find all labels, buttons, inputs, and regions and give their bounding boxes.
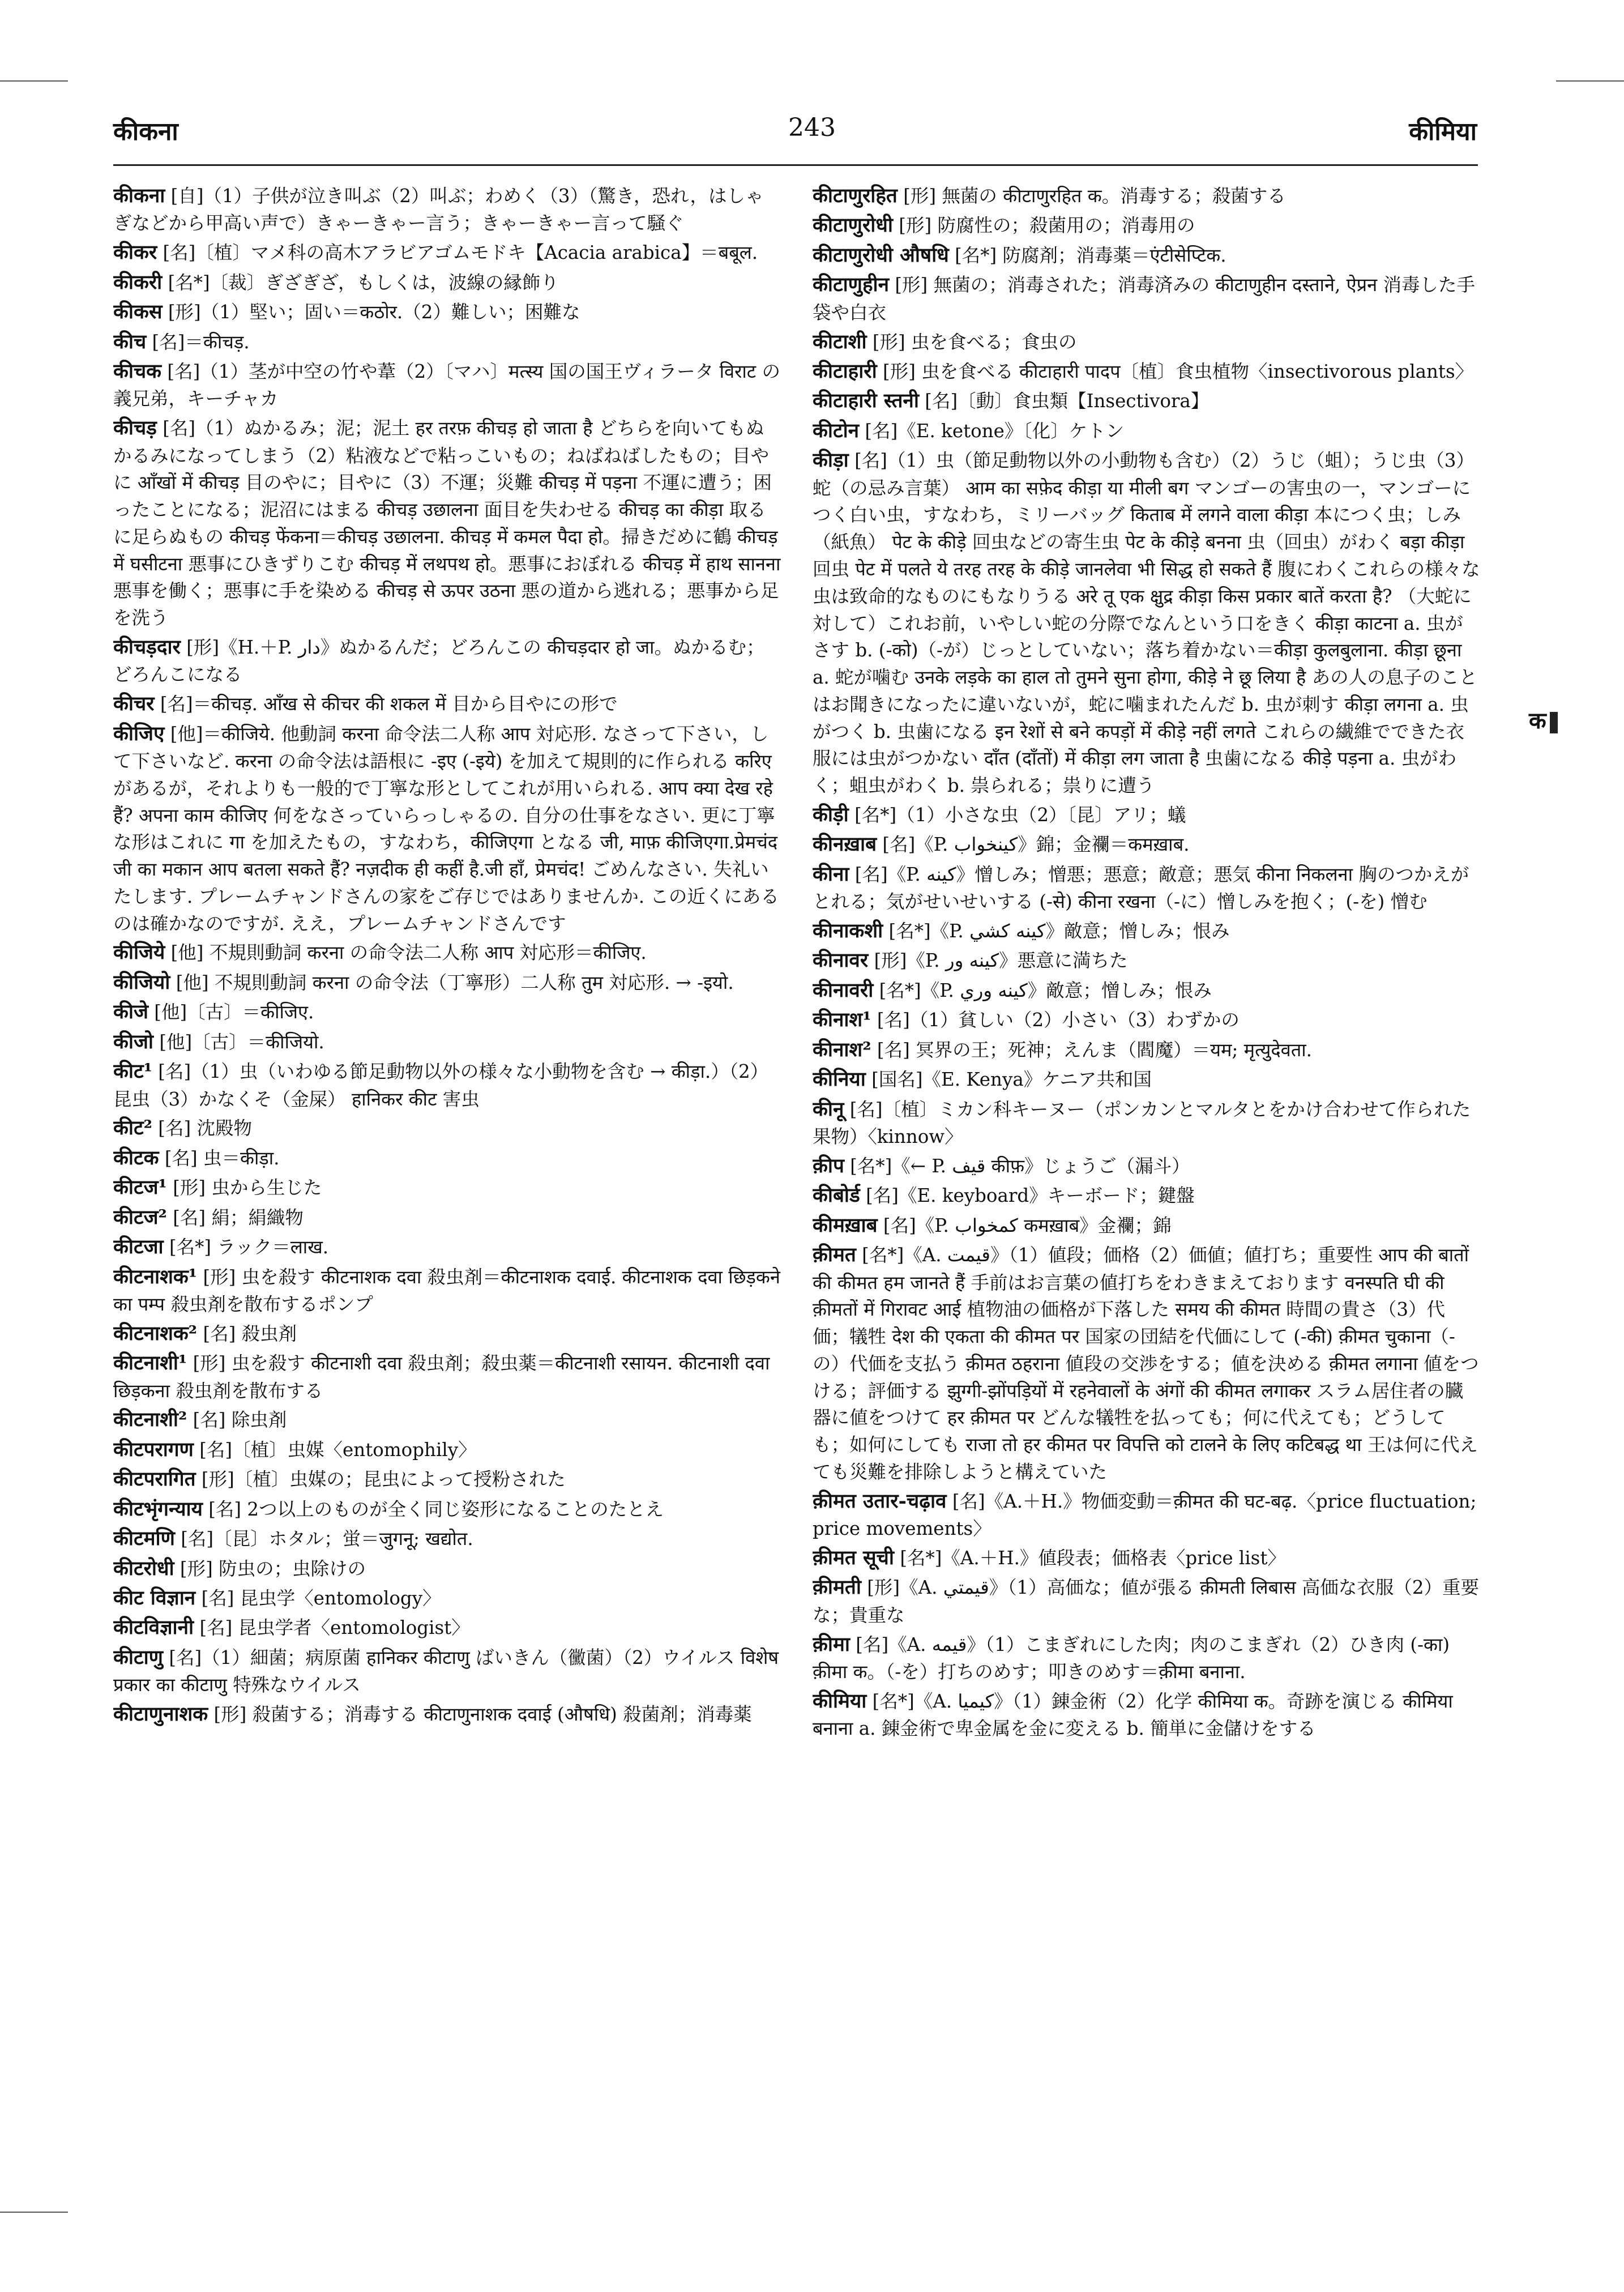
entry-definition: [名]〔動〕食虫類【Insectivora】 (925, 390, 1210, 412)
entry-definition: [形] 虫を食べる कीटाहारी पादप〔植〕食虫植物〈insectivorous plants〉 (883, 360, 1474, 382)
entry-headword: कीनिया (813, 1068, 866, 1091)
dictionary-column-left (113, 181, 781, 2243)
entry-definition: [名]〔植〕虫媒〈entomophily〉 (199, 1439, 477, 1461)
entry-headword: कीटभृंगन्याय (113, 1497, 203, 1521)
entry-definition: [形] 虫を殺す कीटनाशक दवा 殺虫剤＝कीटनाशक दवाई. कीटनाशक दवा छिड़कने का पम्प 殺虫剤を散布するポンプ (113, 1266, 780, 1315)
entry-definition: [名]〔昆〕ホタル；蛍＝जुगनू; खद्योत. (181, 1528, 473, 1550)
entry-headword: कीटज² (113, 1205, 167, 1229)
entry-definition: [形]《P. كينه ور》悪意に満ちた (874, 950, 1128, 972)
entry-headword: कीट² (113, 1116, 152, 1140)
entry-headword: कीटपरागित (113, 1467, 196, 1491)
dictionary-entry (113, 268, 781, 297)
dictionary-entry (113, 968, 781, 997)
entry-definition: [形]（1）堅い；固い＝कठोर.（2）難しい；困難な (168, 301, 580, 323)
entry-headword: कीटरोधी (113, 1556, 174, 1580)
entry-headword: कीना (813, 862, 849, 886)
entry-headword: कीजियो (113, 970, 170, 994)
dictionary-entry (113, 1495, 781, 1523)
entry-headword: कीटाणुरोधी (813, 214, 893, 237)
entry-headword: कीजिए (113, 722, 165, 745)
dictionary-entry (113, 1262, 781, 1318)
entry-headword: क़ीमत उतार-चढ़ाव (813, 1489, 947, 1513)
entry-definition: [形]〔植〕虫媒の；昆虫によって授粉された (201, 1469, 566, 1491)
entry-definition: [名]《E. keyboard》キーボード；鍵盤 (866, 1185, 1195, 1207)
dictionary-entry (813, 446, 1481, 800)
entry-definition: [名*]《P. كينه وري》敵意；憎しみ；恨み (879, 979, 1212, 1001)
dictionary-entry (813, 1487, 1481, 1543)
entry-headword: कीटाहारी (813, 359, 877, 383)
entry-definition: [自]（1）子供が泣き叫ぶ（2）叫ぶ；わめく（3）（驚き，恐れ，はしゃぎなどから甲高い声で）きゃーきゃー言う；きゃーきゃー言って騒ぐ (113, 185, 764, 234)
dictionary-entry (113, 297, 781, 326)
dictionary-entry (113, 1554, 781, 1583)
running-head-last-word: कीमिया (1409, 117, 1477, 146)
entry-headword: कीटमणि (113, 1527, 175, 1551)
entry-headword: कीटज¹ (113, 1176, 167, 1200)
entry-headword: कीमिया (813, 1689, 867, 1713)
entry-headword: कीटनाशी¹ (113, 1351, 187, 1375)
dictionary-entry (813, 1181, 1481, 1210)
entry-headword: कीबोर्ड (813, 1184, 860, 1207)
entry-definition: [形] 虫を食べる；食虫の (872, 331, 1077, 353)
entry-headword: कीटनाशक² (113, 1321, 198, 1345)
entry-headword: कीटाणुहीन (813, 273, 890, 297)
entry-headword: कीटजा (113, 1235, 164, 1259)
entry-headword: कीट विज्ञान (113, 1586, 196, 1610)
dictionary-entry (813, 1035, 1481, 1064)
dictionary-entry (813, 830, 1481, 859)
dictionary-entry (113, 238, 781, 267)
page-number: 243 (788, 113, 836, 142)
entry-headword: कीकर (113, 241, 157, 264)
dictionary-entry (813, 800, 1481, 829)
entry-definition: [名]《P. كمخواب कमख़ाब》金襴；錦 (883, 1214, 1172, 1236)
thumb-index-tab (1529, 704, 1558, 735)
entry-definition: [他] 不規則動詞 करना の命令法（丁寧形）二人称 तुम 対応形. → -इयो. (176, 971, 734, 993)
entry-headword: कीटनाशक¹ (113, 1265, 198, 1288)
entry-headword: कीनावरी (813, 978, 874, 1002)
entry-headword: कीच (113, 330, 147, 353)
dictionary-entry (113, 1143, 781, 1172)
entry-headword: कीनू (813, 1097, 844, 1121)
dictionary-entry (813, 1240, 1481, 1486)
entry-definition: [他]〔古〕＝कीजियो. (159, 1031, 324, 1053)
entry-headword: कीटाणुनाशक (113, 1702, 208, 1726)
dictionary-entry (813, 1151, 1481, 1180)
entry-headword: कीटाणु (113, 1645, 163, 1669)
entry-headword: कीटविज्ञानी (113, 1616, 194, 1640)
dictionary-column-right (813, 181, 1481, 2243)
dictionary-entry (113, 1643, 781, 1699)
dictionary-entry (113, 357, 781, 413)
entry-headword: कीकरी (113, 270, 163, 294)
entry-definition: [名] 昆虫学者〈entomologist〉 (199, 1617, 470, 1639)
entry-definition: [名]（1）虫（いわゆる節足動物以外の様々な小動物を含む → कीड़ा.）（2）昆虫（3）かなくそ（金屎） हानिकर कीट 害虫 (113, 1061, 769, 1110)
dictionary-entry (113, 1465, 781, 1493)
entry-definition: [名] 絹；絹織物 (173, 1206, 304, 1228)
entry-headword: कीटपरागण (113, 1437, 194, 1461)
entry-headword: कीट¹ (113, 1060, 152, 1083)
dictionary-entry (113, 1405, 781, 1434)
entry-headword: कीजिये (113, 941, 165, 964)
entry-headword: क़ीप (813, 1154, 844, 1177)
entry-headword: कीटाणुरहित (813, 184, 898, 207)
dictionary-entry (113, 997, 781, 1026)
entry-definition: [名]《P. كينخواب》錦；金襴＝कमख़ाब. (882, 834, 1190, 856)
dictionary-entry (813, 357, 1481, 386)
entry-definition: [名]《A.＋H.》物価変動＝क़ीमत की घट-बढ़.〈price fluctuation; price movements〉 (813, 1490, 1477, 1540)
dictionary-entry (113, 1584, 781, 1612)
entry-definition: [形]《H.＋P. دار》ぬかるんだ；どろんこの कीचड़दार हो जा。ぬかるむ；どろんこになる (113, 636, 765, 686)
entry-headword: कीकना (113, 184, 165, 207)
entry-definition: [名] 除虫剤 (193, 1409, 287, 1431)
entry-definition: [名*]（1）小さな虫（2）〔昆〕アリ；蟻 (854, 804, 1186, 826)
dictionary-entry (113, 1700, 781, 1728)
entry-definition: [国名]《E. Kenya》ケニア共和国 (871, 1069, 1152, 1091)
dictionary-entry (113, 1203, 781, 1232)
dictionary-entry (813, 1573, 1481, 1629)
dictionary-entry (813, 270, 1481, 326)
dictionary-entry (113, 1232, 781, 1261)
dictionary-entry (113, 1435, 781, 1464)
entry-definition: [名*]《P. كينه كشي》敵意；憎しみ；恨み (888, 920, 1230, 942)
dictionary-entry (113, 1057, 781, 1113)
entry-headword: कीनाश² (813, 1038, 871, 1061)
entry-definition: [名] 殺虫剤 (203, 1322, 297, 1345)
dictionary-entry (113, 1613, 781, 1642)
entry-headword: कीमख़ाब (813, 1213, 878, 1237)
entry-definition: [形] 無菌の；消毒された；消毒済みの कीटाणुहीन दस्ताने, ऐप्रन 消毒した手袋や白衣 (813, 274, 1475, 323)
dictionary-entry (113, 327, 781, 356)
dictionary-entry (813, 1211, 1481, 1240)
entry-definition: [名]《P. كينه》憎しみ；憎悪；悪意；敵意；悪気 कीना निकलना 胸のつかえがとれる；気がせいせいする (-से) कीना रखना（-に）憎しみを抱く；(-を) 憎む (813, 863, 1469, 913)
entry-definition: [名]（1）茎が中空の竹や葦（2）〔マハ〕मत्स्य 国の国王ヴィラータ विराट の義兄弟，キーチャカ (113, 360, 780, 410)
dictionary-entry (813, 1543, 1481, 1572)
entry-headword: क़ीमत सूची (813, 1546, 894, 1569)
entry-headword: कीटाणुरोधी औषधि (813, 243, 949, 267)
entry-definition: [名]〔植〕ミカン科キーヌー（ポンカンとマルタとをかけ合わせて作られた果物）〈kinnow〉 (813, 1098, 1471, 1148)
thumb-index-letter: क (1529, 707, 1546, 734)
dictionary-entry (113, 1319, 781, 1348)
entry-definition: [名]＝कीचड़. (152, 331, 250, 353)
entry-headword: कीचक (113, 359, 162, 383)
dictionary-entry (113, 1173, 781, 1202)
entry-headword: कीनावर (813, 949, 869, 972)
dictionary-entry (113, 413, 781, 632)
entry-definition: [名] 昆虫学〈entomology〉 (201, 1587, 441, 1609)
entry-headword: कीचड़दार (113, 635, 181, 659)
dictionary-entry (813, 241, 1481, 270)
entry-definition: [形]《A. قيمتي》（1）高価な；値が張る क़ीमती लिबास 高価な衣服（2）重要な；貴重な (813, 1577, 1480, 1626)
dictionary-entry (113, 689, 781, 718)
entry-headword: कीड़ा (813, 449, 849, 472)
dictionary-entry (113, 1524, 781, 1553)
dictionary-entry (813, 416, 1481, 445)
dictionary-entry (113, 633, 781, 689)
entry-definition: [名]（1）ぬかるみ；泥；泥土 हर तरफ़ कीचड़ हो जाता है どちらを向いてもぬかるみになってしまう（2）粘液などで粘っこいもの；ねばねばしたもの；目やに आँखों में कीचड़ 目のやに；目やに（3）不運；災難 कीचड़ में पड़ना 不運に遭う；困ったことになる；泥沼にはまる कीचड़ उछालना 面目を失わせる कीचड़ का कीड़ा 取るに足らぬもの कीचड़ फेंकना＝कीचड़ उछालना. कीचड़ में कमल पैदा हो。掃きだめに鶴 कीचड़ में घसीटना 悪事にひきずりこむ कीचड़ में लथपथ हो。悪事におぼれる कीचड़ में हाथ सानना 悪事を働く；悪事に手を染める कीचड़ से ऊपर उठना 悪の道から逃れる；悪事から足を洗う (113, 417, 781, 629)
entry-headword: कीड़ी (813, 803, 849, 826)
dictionary-entry (813, 1065, 1481, 1094)
crop-mark-top-left (0, 80, 68, 82)
dictionary-entry (113, 1348, 781, 1405)
entry-headword: क़ीमती (813, 1576, 861, 1599)
entry-definition: [名]（1）虫（節足動物以外の小動物も含む）（2）うじ（蛆）；うじ虫（3）蛇（の忌み言葉） आम का सफ़ेद कीड़ा या मीली बग マンゴーの害虫の一，マンゴーにつく白い虫，すなわち，ミリーバッグ किताब में लगने वाला कीड़ा 本につく虫；しみ（紙魚） पेट के कीड़े 回虫などの寄生虫 पेट के कीड़े बनना 虫（回虫）がわく बड़ा कीड़ा 回虫 पेट में पलते ये तरह तरह के कीड़े जानलेवा भी सिद्ध हो सकते हैं 腹にわくこれらの様々な虫は致命的なものにもなりうる अरे तू एक क्षुद्र कीड़ा किस प्रकार बातें करता है? （大蛇に対して）これお前，いやしい蛇の分際でなんという口をきく कीड़ा काटना a. 虫がさす b. (-को)（-が）じっとしていない；落ち着かない＝कीड़ा कुलबुलाना. कीड़ा छूना a. 蛇が噛む उनके लड़के का हाल तो तुमने सुना होगा, कीड़े ने छू लिया है あの人の息子のことはお聞きになったに違いないが，蛇に噛まれたんだ b. 虫が刺す कीड़ा लगना a. 虫がつく b. 虫歯になる इन रेशों से बने कपड़ों में कीड़े नहीं लगते これらの繊維でできた衣服には虫がつかない दाँत (दाँतों) में कीड़ा लग जाता है 虫歯になる कीड़े पड़ना a. 虫がわく；蛆虫がわく b. 祟られる；祟りに遭う (813, 450, 1480, 797)
entry-definition: [他] 不規則動詞 करना の命令法二人称 आप 対応形＝कीजिए. (170, 942, 647, 964)
entry-headword: कीटनाशी² (113, 1408, 187, 1432)
entry-definition: [名*]《A.＋H.》値段表；価格表〈price list〉 (900, 1547, 1286, 1569)
entry-headword: कीटाशी (813, 330, 867, 353)
dictionary-entry (113, 719, 781, 938)
entry-headword: कीटोन (813, 419, 860, 442)
entry-definition: [名] 2つ以上のものが全く同じ姿形になることのたとえ (208, 1498, 664, 1520)
dictionary-entry (813, 211, 1481, 240)
dictionary-entry (113, 181, 781, 237)
entry-definition: [他]＝कीजिये. 他動詞 करना 命令法二人称 आप 対応形. なさって下さい，して下さいなど. करना の命令法は語根に -इए (-इये) を加えて規則的に作られる करिए があるが，それよりも一般的で丁寧な形としてこれが用いられる. आप क्या देख रहे हैं? अपना काम कीजिए 何をなさっていらっしゃるの. 自分の仕事をなさい. 更に丁寧な形はこれに गा を加えたもの，すなわち，कीजिएगा となる जी, माफ़ कीजिएगा.प्रेमचंद जी का मकान आप बतला सकते हैं? नज़दीक ही कहीं है.जी हाँ, प्रेमचंद! ごめんなさい. 失礼いたします. プレームチャンドさんの家をご存じではありませんか. この近くにあるのは確かなのですが. ええ，プレームチャンドさんです (113, 723, 779, 934)
crop-mark-top-right (1556, 80, 1624, 82)
entry-headword: कीनाकशी (813, 919, 883, 942)
dictionary-entry (813, 1630, 1481, 1686)
header-rule (113, 164, 1478, 166)
entry-definition: [名*]《A. قيمت》（1）値段；価格（2）価値；値打ち；重要性 आप की बातों की कीमत हम जानते हैं 手前はお言葉の値打ちをわきまえております वनस्पति घी की क़ीमतों में गिरावट आई 植物油の価格が下落した समय की कीमत 時間の貴さ（3）代価；犠牲 देश की एकता की कीमत पर 国家の団結を代価にして (-की) क़ीमत चुकाना（-の）代価を支払う क़ीमत ठहराना 値段の交渉をする；値を決める क़ीमत लगाना 値をつける；評価する झुग्गी-झोंपड़ियों में रहनेवालों के अंगों की कीमत लगाकर スラム居住者の臓器に値をつけて हर क़ीमत पर どんな犠牲を払っても；何に代えても；どうしても；如何にしても राजा तो हर कीमत पर विपत्ति को टालने के लिए कटिबद्ध था 王は何に代えても災難を排除しようと構えていた (813, 1244, 1479, 1483)
entry-definition: [形] 防虫の；虫除けの (180, 1557, 366, 1580)
entry-headword: कीनख़ाब (813, 833, 877, 856)
entry-definition: [形] 無菌の कीटाणुरहित क。消毒する；殺菌する (903, 185, 1286, 207)
dictionary-entry (813, 976, 1481, 1005)
entry-definition: [形] 防腐性の；殺菌用の；消毒用の (899, 215, 1195, 237)
running-head-first-word: कीकना (113, 117, 178, 146)
entry-definition: [形] 虫を殺す कीटनाशी दवा 殺虫剤；殺虫薬＝कीटनाशी रसायन. कीटनाशी दवा छिड़कना 殺虫剤を散布する (113, 1352, 770, 1402)
entry-definition: [名]（1）貧しい（2）小さい（3）わずかの (877, 1009, 1240, 1031)
dictionary-entry (813, 1005, 1481, 1034)
dictionary-entry (813, 860, 1481, 916)
dictionary-entry (813, 386, 1481, 415)
entry-definition: [名]（1）細菌；病原菌 हानिकर कीटाणु ばいきん（黴菌）（2）ウイルス विशेष प्रकार का कीटाणु 特殊なウイルス (113, 1646, 779, 1696)
dictionary-entry (813, 327, 1481, 356)
dictionary-entry (813, 1095, 1481, 1151)
entry-definition: [名*] ラック＝लाख. (169, 1236, 329, 1258)
entry-headword: कीचड़ (113, 416, 157, 440)
entry-definition: [他]〔古〕＝कीजिए. (154, 1001, 314, 1023)
entry-headword: कीचर (113, 692, 155, 716)
entry-definition: [名]《E. ketone》〔化〕ケトン (865, 420, 1125, 442)
entry-headword: कीजो (113, 1030, 153, 1053)
dictionary-entry (813, 946, 1481, 975)
dictionary-entry (113, 1113, 781, 1142)
dictionary-entry (813, 1687, 1481, 1743)
entry-headword: क़ीमा (813, 1632, 850, 1656)
entry-headword: कीनाश¹ (813, 1008, 871, 1032)
entry-definition: [名]《A. قيمه》（1）こまぎれにした肉；肉のこまぎれ（2）ひき肉 (-का) क़ीमा क。（-を）打ちのめす；叩きのめす＝क़ीमा बनाना. (813, 1633, 1450, 1683)
entry-definition: [名*]〔裁〕ぎざぎざ，もしくは，波線の縁飾り (168, 271, 559, 293)
entry-definition: [名]＝कीचड़. आँख से कीचर की शकल में 目から目やにの形で (160, 693, 618, 715)
entry-headword: कीटाहारी स्तनी (813, 389, 919, 413)
entry-definition: [名]〔植〕マメ科の高木アラビアゴムモドキ【Acacia arabica】＝बबूल. (163, 242, 758, 264)
entry-definition: [形] 殺菌する；消毒する कीटाणुनाशक दवाई (औषधि) 殺菌剤；消毒薬 (213, 1704, 752, 1726)
entry-definition: [名*]《A. كيميا》（1）錬金術（2）化学 कीमिया क。奇跡を演じる कीमिया बनाना a. 錬金術で卑金属を金に変える b. 簡単に金儲けをする (813, 1690, 1453, 1740)
thumb-index-bar (1550, 712, 1558, 733)
entry-headword: कीटक (113, 1146, 159, 1170)
entry-definition: [名] 沈殿物 (158, 1117, 252, 1139)
crop-mark-bottom-left (0, 2212, 68, 2213)
entry-definition: [名*]《← P. قيف कीफ़》じょうご（漏斗） (850, 1155, 1190, 1177)
entry-headword: क़ीमत (813, 1243, 856, 1267)
entry-definition: [名] 冥界の王；死神；えんま（閻魔）＝यम; मृत्युदेवता. (877, 1039, 1312, 1061)
entry-definition: [名] 虫＝कीड़ा. (164, 1147, 280, 1169)
entry-definition: [形] 虫から生じた (173, 1177, 322, 1199)
dictionary-entry (813, 181, 1481, 210)
dictionary-entry (113, 938, 781, 967)
entry-definition: [名*] 防腐剤；消毒薬＝एंटीसेप्टिक. (955, 244, 1226, 266)
dictionary-entry (813, 916, 1481, 945)
entry-headword: कीजे (113, 1000, 148, 1024)
dictionary-entry (113, 1027, 781, 1056)
entry-headword: कीकस (113, 300, 163, 324)
